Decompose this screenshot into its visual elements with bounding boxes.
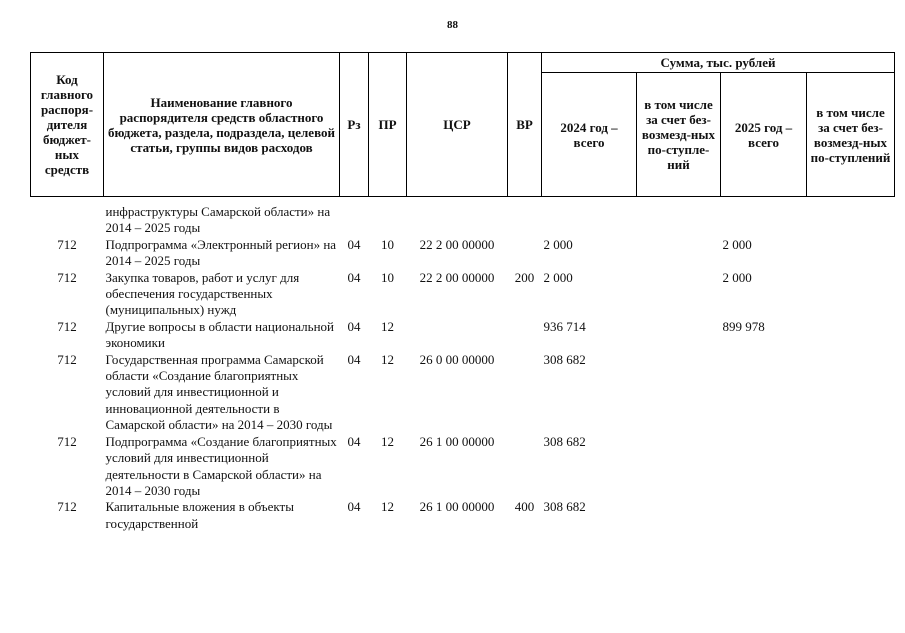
cell-csr: 26 1 00 00000 xyxy=(419,499,495,515)
cell-name: инфраструктуры Самарской области» на 2014 – 2025 годы xyxy=(105,204,331,236)
cell-rz: 04 xyxy=(347,269,361,285)
cell-csr xyxy=(407,204,508,237)
cell-2024: 2 000 xyxy=(543,236,573,252)
table-row xyxy=(31,204,895,237)
cell-2024: 936 714 xyxy=(543,318,586,334)
cell-rz: 04 xyxy=(347,236,361,252)
table-header xyxy=(31,53,895,197)
page-number: 88 xyxy=(447,19,458,31)
cell-vr xyxy=(508,237,542,270)
cell-2024: 2 000 xyxy=(543,269,573,285)
table-body xyxy=(31,197,895,533)
cell-2025: 2 000 xyxy=(722,236,752,252)
table-row xyxy=(31,270,895,319)
cell-name: Капитальные вложения в объекты государственной xyxy=(105,499,294,531)
cell-code: 712 xyxy=(57,351,77,367)
cell-2024: 308 682 xyxy=(543,351,586,367)
cell-pr: 12 xyxy=(381,351,394,367)
cell-code: 712 xyxy=(57,433,77,449)
cell-2024: 308 682 xyxy=(543,499,586,515)
cell-2025 xyxy=(721,204,807,237)
header-2024-grants: в том числе за счет без-возмезд-ных по-ступле-ний xyxy=(637,73,721,197)
header-2024-total: 2024 год – всего xyxy=(542,73,637,197)
cell-rz: 04 xyxy=(347,351,361,367)
cell-2025 xyxy=(721,434,807,500)
cell-code: 712 xyxy=(57,499,77,515)
cell-rz: 04 xyxy=(347,433,361,449)
cell-2024-grants xyxy=(637,270,721,319)
table-row xyxy=(31,434,895,500)
cell-2025-grants xyxy=(807,237,895,270)
table-row xyxy=(31,352,895,434)
cell-vr: 400 xyxy=(514,499,535,515)
cell-vr xyxy=(508,319,542,352)
cell-2024 xyxy=(542,204,637,237)
cell-rz xyxy=(340,204,369,237)
cell-pr xyxy=(369,204,407,237)
cell-2025-grants xyxy=(807,499,895,532)
cell-code: 712 xyxy=(57,236,77,252)
cell-2025: 899 978 xyxy=(722,318,765,334)
header-2025-total: 2025 год – всего xyxy=(721,73,807,197)
header-2025-grants: в том числе за счет без-возмезд-ных по-ступлений xyxy=(807,73,895,197)
cell-pr: 12 xyxy=(381,318,394,334)
cell-2024-grants xyxy=(637,499,721,532)
header-name: Наименование главного распорядителя средств областного бюджета, раздела, подраздела, целевой статьи, группы видов расходов xyxy=(104,53,340,197)
cell-2025-grants xyxy=(807,270,895,319)
cell-pr: 10 xyxy=(381,269,394,285)
header-sum-group: Сумма, тыс. рублей xyxy=(542,53,895,73)
budget-table xyxy=(30,52,895,532)
table-row xyxy=(31,237,895,270)
cell-csr: 26 1 00 00000 xyxy=(419,433,495,449)
cell-2025 xyxy=(721,352,807,434)
header-csr: ЦСР xyxy=(407,53,508,197)
cell-rz: 04 xyxy=(347,499,361,515)
cell-2024-grants xyxy=(637,319,721,352)
cell-code: 712 xyxy=(57,318,77,334)
cell-vr xyxy=(508,204,542,237)
cell-name: Государственная программа Самарской области «Создание благоприятных условий для инвестиционной и инновационной деятельности в Самарской области» на 2014 – 2030 годы xyxy=(105,351,333,433)
cell-2025: 2 000 xyxy=(722,269,752,285)
cell-csr: 22 2 00 00000 xyxy=(419,269,495,285)
cell-2025-grants xyxy=(807,352,895,434)
cell-2025-grants xyxy=(807,434,895,500)
cell-rz: 04 xyxy=(347,318,361,334)
cell-pr: 12 xyxy=(381,433,394,449)
cell-2025 xyxy=(721,499,807,532)
cell-2024-grants xyxy=(637,237,721,270)
cell-name: Другие вопросы в области национальной экономики xyxy=(105,318,334,351)
header-code: Код главного распоря-дителя бюджет-ных средств xyxy=(31,53,104,197)
header-vr: ВР xyxy=(508,53,542,197)
cell-csr xyxy=(407,319,508,352)
cell-2024-grants xyxy=(637,434,721,500)
table-row xyxy=(31,319,895,352)
table-row xyxy=(31,499,895,532)
cell-code: 712 xyxy=(57,269,77,285)
cell-pr: 12 xyxy=(381,499,394,515)
cell-name: Подпрограмма «Создание благоприятных условий для инвестиционной деятельности в Самарской области» на 2014 – 2030 годы xyxy=(105,433,337,498)
cell-vr: 200 xyxy=(514,269,535,285)
header-rz: Рз xyxy=(340,53,369,197)
cell-pr: 10 xyxy=(381,236,394,252)
cell-code xyxy=(31,204,104,237)
cell-2024-grants xyxy=(637,204,721,237)
cell-name: Подпрограмма «Электронный регион» на 2014 – 2025 годы xyxy=(105,236,337,269)
cell-2025-grants xyxy=(807,204,895,237)
header-pr: ПР xyxy=(369,53,407,197)
cell-vr xyxy=(508,434,542,500)
cell-name: Закупка товаров, работ и услуг для обеспечения государственных (муниципальных) нужд xyxy=(105,269,300,318)
cell-2024-grants xyxy=(637,352,721,434)
cell-vr xyxy=(508,352,542,434)
cell-2024: 308 682 xyxy=(543,433,586,449)
cell-csr: 26 0 00 00000 xyxy=(419,351,495,367)
cell-csr: 22 2 00 00000 xyxy=(419,236,495,252)
cell-2025-grants xyxy=(807,319,895,352)
